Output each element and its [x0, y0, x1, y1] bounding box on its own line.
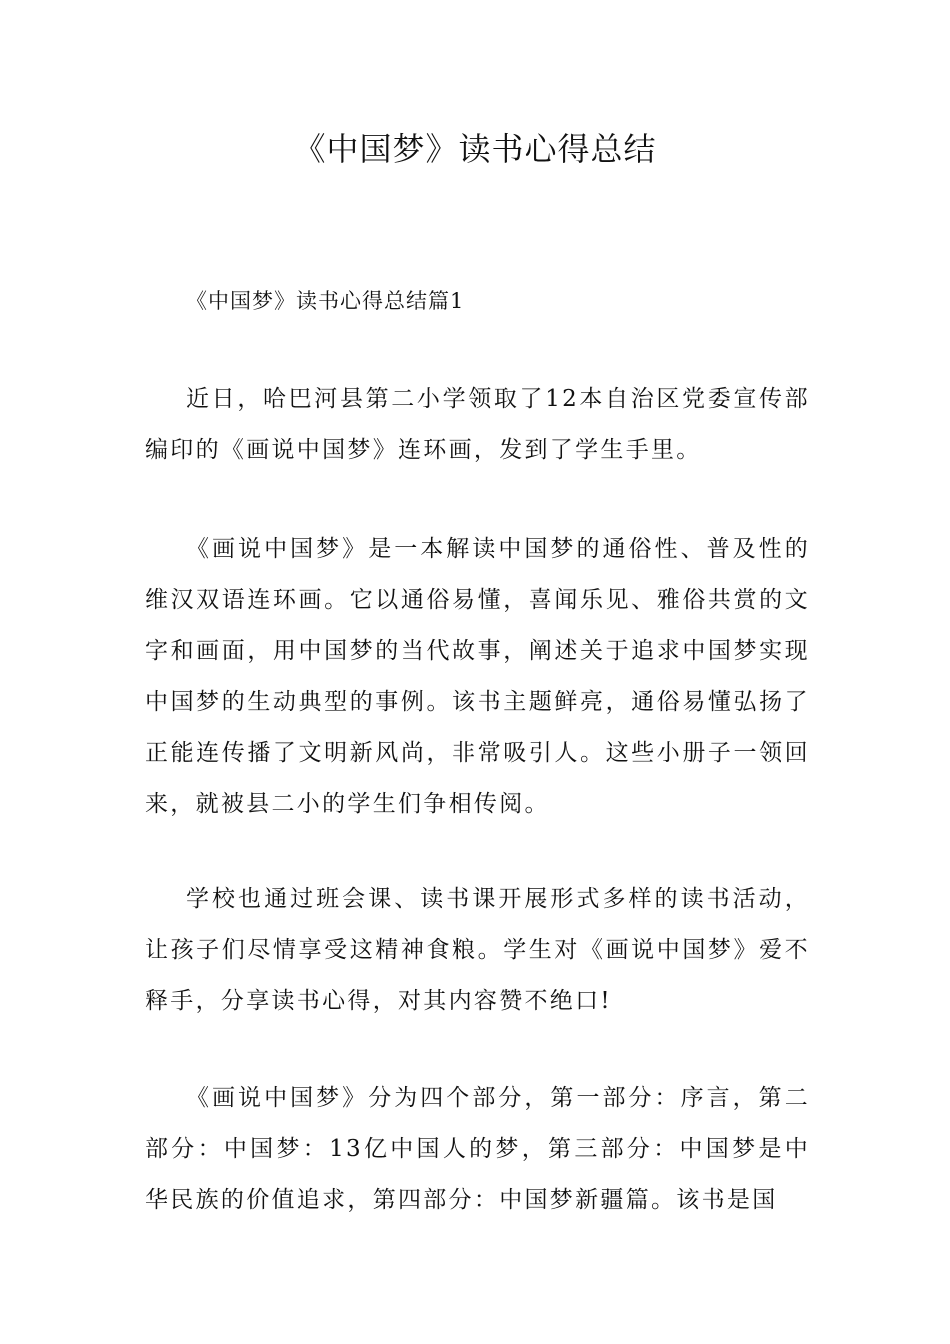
document-title: 《中国梦》读书心得总结: [293, 130, 657, 168]
paragraph: 近日，哈巴河县第二小学领取了12本自治区党委宣传部编印的《画说中国梦》连环画，发到了学生手里。: [145, 386, 810, 463]
section-heading: 《中国梦》读书心得总结篇1: [186, 289, 465, 313]
paragraph: 《画说中国梦》是一本解读中国梦的通俗性、普及性的维汉双语连环画。它以通俗易懂，喜闻乐见、雅俗共赏的文字和画面，用中国梦的当代故事，阐述关于追求中国梦实现中国梦的生动典型的事例。该书主题鲜亮，通俗易懂弘扬了正能连传播了文明新风尚，非常吸引人。这些小册子一领回来，就被县二小的学生们争相传阅。: [145, 536, 810, 817]
paragraph: 《画说中国梦》分为四个部分，第一部分：序言，第二部分：中国梦：13亿中国人的梦，第三部分：中国梦是中华民族的价值追求，第四部分：中国梦新疆篇。该书是国: [145, 1085, 810, 1213]
paragraph: 学校也通过班会课、读书课开展形式多样的读书活动，让孩子们尽情享受这精神食粮。学生对《画说中国梦》爱不释手，分享读书心得，对其内容赞不绝口!: [145, 886, 810, 1014]
